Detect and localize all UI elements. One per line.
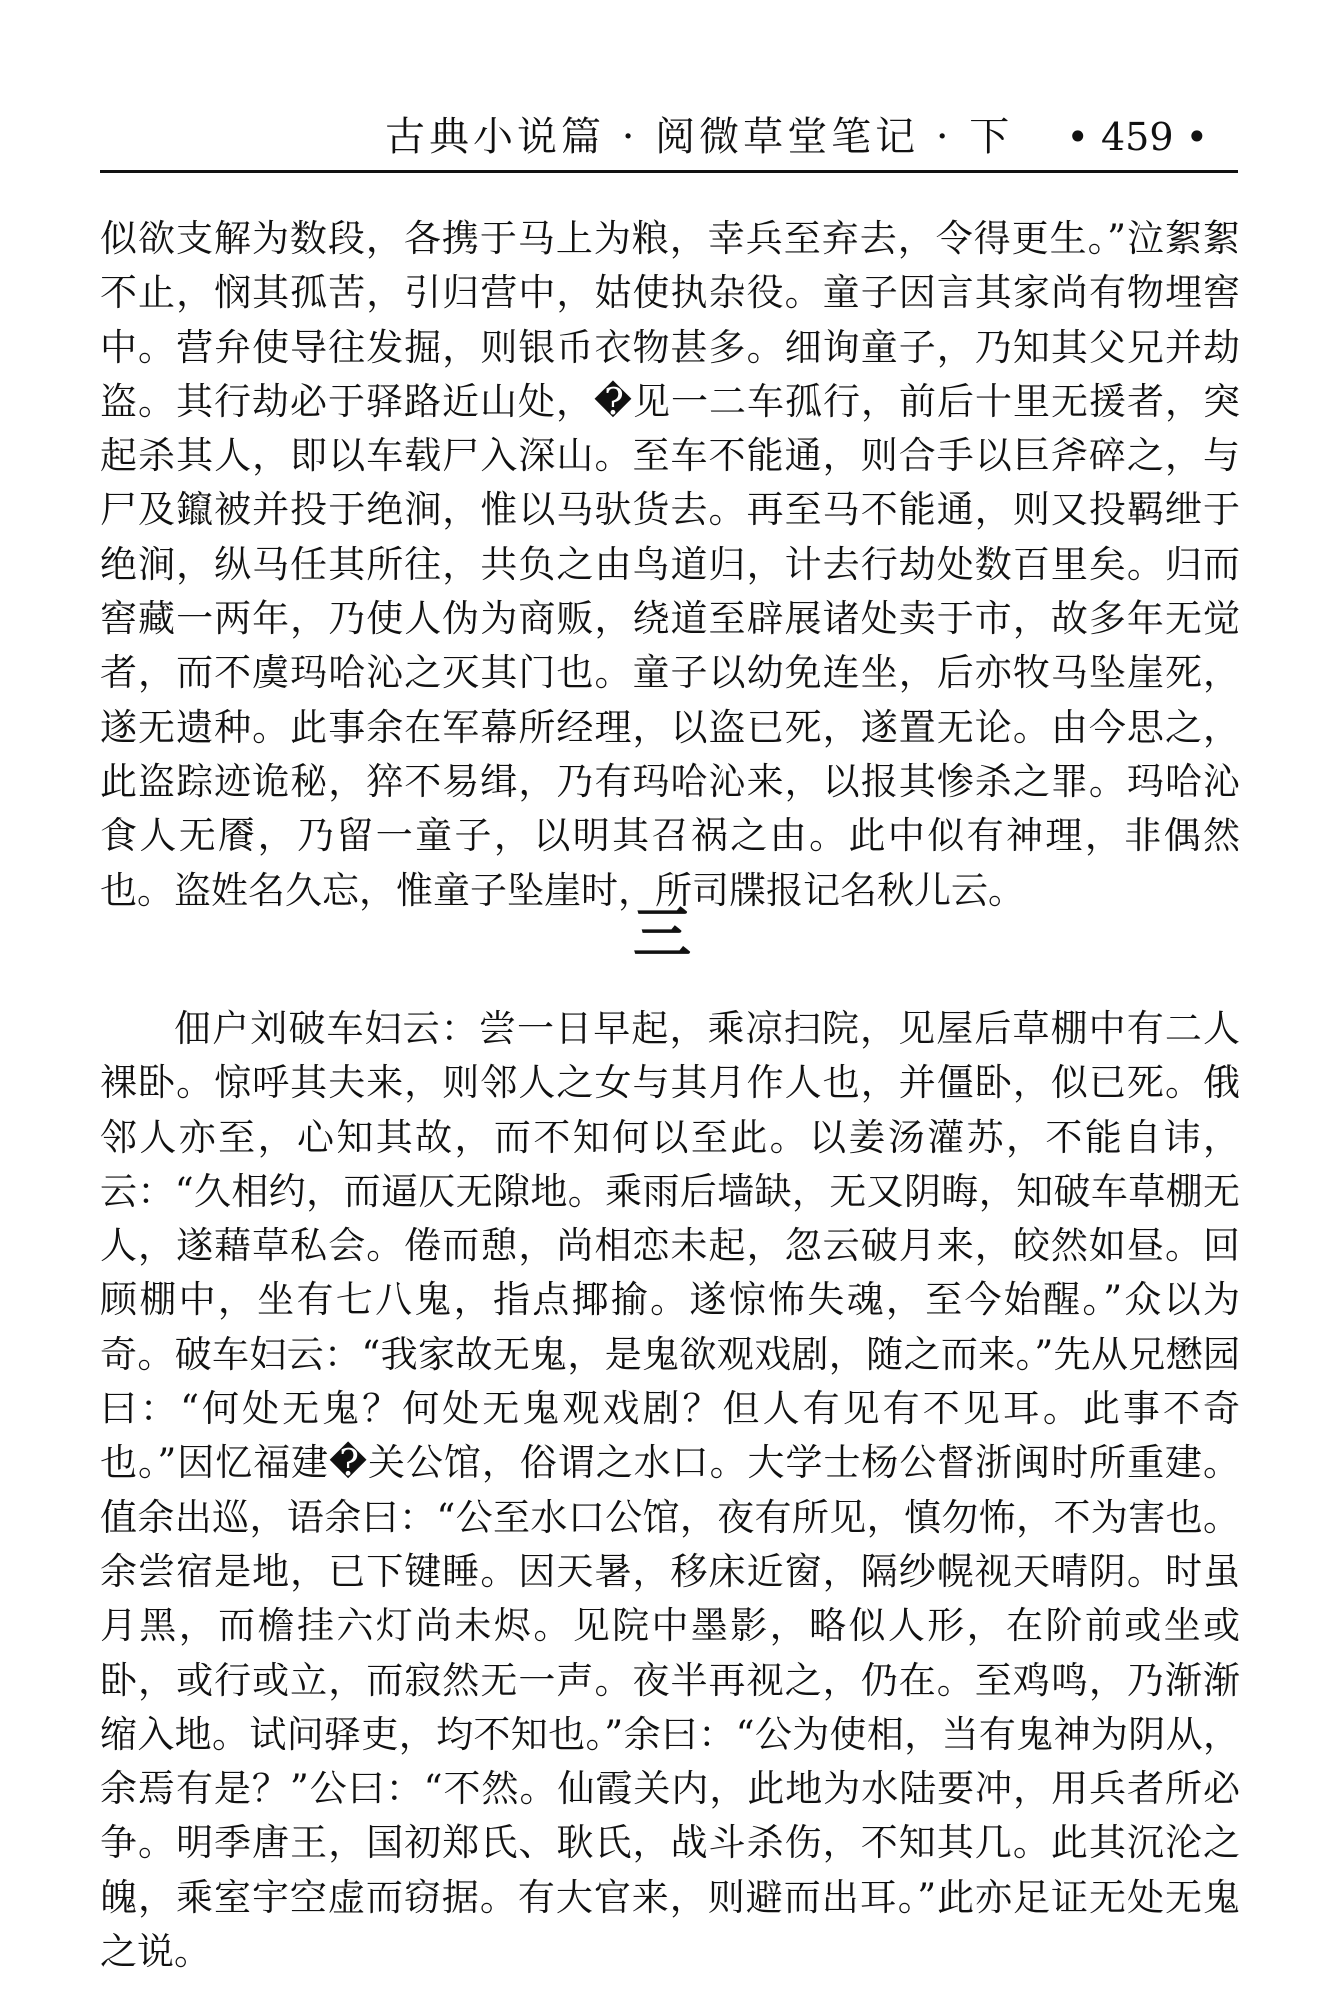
section-heading: 三 xyxy=(632,899,691,967)
body-paragraph: 佃户刘破车妇云：尝一日早起，乘凉扫院，见屋后草棚中有二人裸卧。惊呼其夫来，则邻人之女与其月作人也，并僵卧，似已死。俄邻人亦至，心知其故，而不知何以至此。以姜汤灌苏，不能自讳，云：“久相约，而逼仄无隙地。乘雨后墙缺，无又阴晦，知破车草棚无人，遂藉草私会。倦而憩，尚相恋未起，忽云破月来，皎然如昼。回顾棚中，坐有七八鬼，指点揶揄。遂惊怖失魂，至今始醒。”众以为奇。破车妇云：“我家故无鬼，是鬼欲观戏剧，随之而来。”先从兄懋园曰：“何处无鬼？何处无鬼观戏剧？但人有见有不见耳。此事不奇也。”因忆福建�关公馆，俗谓之水口。大学士杨公督浙闽时所重建。值余出巡，语余曰：“公至水口公馆，夜有所见，慎勿怖，不为害也。余尝宿是地，已下键睡。因天暑，移床近窗，隔纱幌视天晴阴。时虽月黑，而檐挂六灯尚未烬。见院中墨影，略似人形，在阶前或坐或卧，或行或立，而寂然无一声。夜半再视之，仍在。至鸡鸣，乃渐渐缩入地。试问驿吏，均不知也。”余曰：“公为使相，当有鬼神为阴从，余焉有是？”公曰：“不然。仙霞关内，此地为水陆要冲，用兵者所必争。明季唐王，国初郑氏、耿氏，战斗杀伤，不知其几。此其沉沦之魄，乘室宇空虚而窃据。有大官来，则避而出耳。”此亦足证无处无鬼之说。 xyxy=(100,1007,1240,1974)
page-header xyxy=(100,108,1238,173)
page-number: • 459 • xyxy=(1066,115,1208,159)
body-paragraph: 似欲支解为数段，各携于马上为粮，幸兵至弃去，令得更生。”泣絮絮不止，悯其孤苦，引归营中，姑使执杂役。童子因言其家尚有物埋窖中。营弁使导往发掘，则银币衣物甚多。细询童子，乃知其父兄并劫盗。其行劫必于驿路近山处，�见一二车孤行，前后十里无援者，突起杀其人，即以车载尸入深山。至车不能通，则合手以巨斧碎之，与尸及鑹被并投于绝涧，惟以马驮货去。再至马不能通，则又投羁绁于绝涧，纵马任其所往，共负之由鸟道归，计去行劫处数百里矣。归而窖藏一两年，乃使人伪为商贩，绕道至辟展诸处卖于市，故多年无觉者，而不虞玛哈沁之灭其门也。童子以幼免连坐，后亦牧马坠崖死，遂无遗种。此事余在军幕所经理，以盗已死，遂置无论。由今思之，此盗踪迹诡秘，猝不易缉，乃有玛哈沁来，以报其惨杀之罪。玛哈沁食人无餍，乃留一童子，以明其召祸之由。此中似有神理，非偶然也。盗姓名久忘，惟童子坠崖时，所司牒报记名秋儿云。 xyxy=(100,217,1240,912)
running-title: 古典小说篇 · 阅微草堂笔记 · 下 xyxy=(385,114,1014,160)
